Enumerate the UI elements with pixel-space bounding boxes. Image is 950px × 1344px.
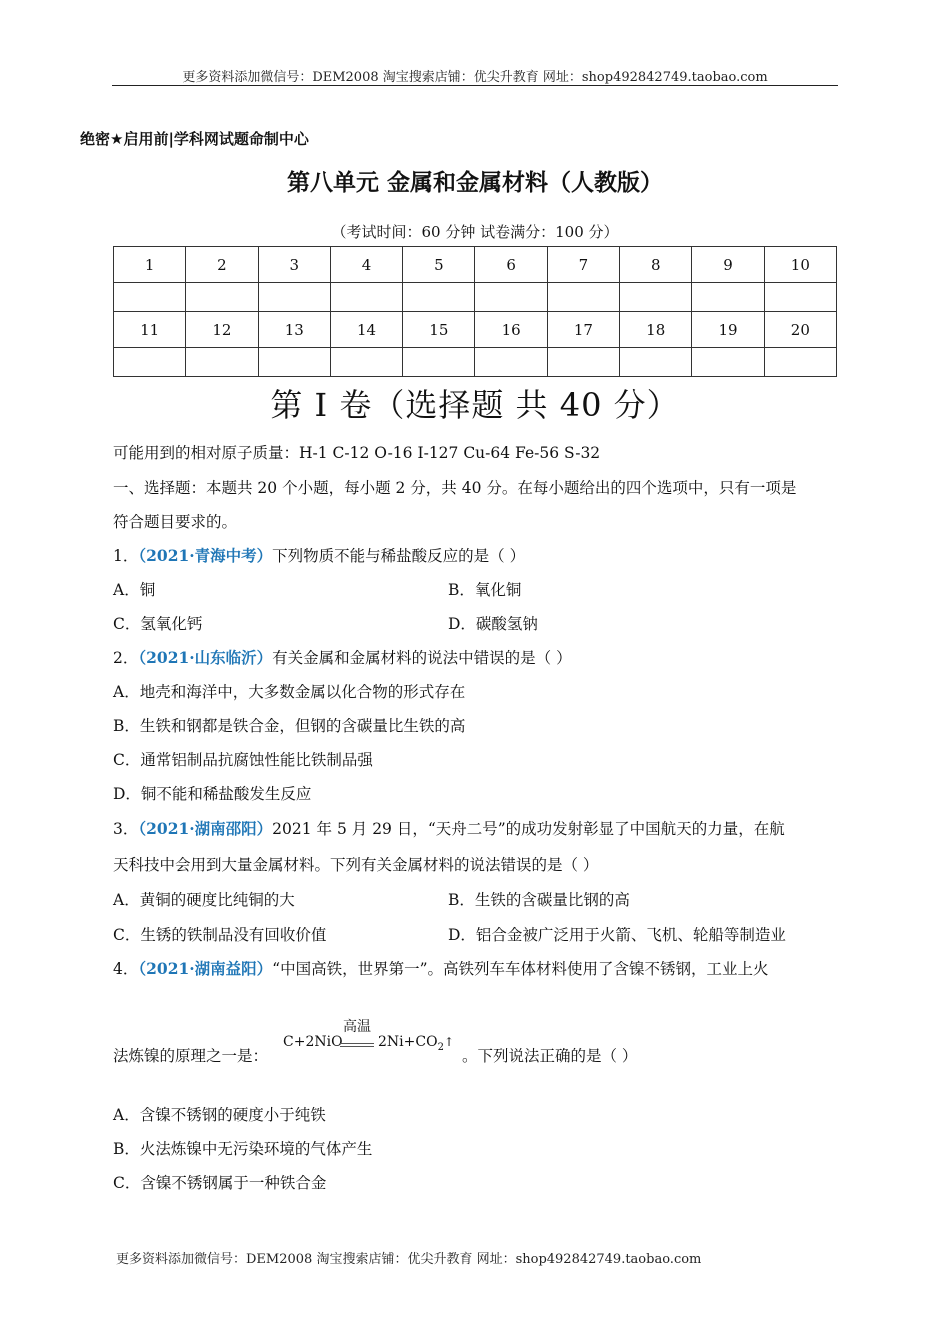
answer-cell	[114, 283, 186, 312]
question-3-stem	[113, 817, 785, 839]
answer-number: 19	[692, 312, 764, 348]
answer-cell	[330, 348, 402, 377]
equation-reactants: C+2NiO	[283, 1034, 343, 1050]
question-number: 2．	[113, 649, 139, 667]
answer-cell	[692, 283, 764, 312]
answer-number: 18	[620, 312, 692, 348]
answer-number: 12	[186, 312, 258, 348]
answer-grid-number-row	[114, 247, 837, 283]
instructions-line: 符合题目要求的。	[113, 513, 238, 531]
option-a: A．黄铜的硬度比纯铜的大	[113, 891, 295, 909]
header-divider	[112, 85, 838, 86]
option-a: A．含镍不锈钢的硬度小于纯铁	[113, 1106, 326, 1124]
answer-number: 11	[114, 312, 186, 348]
answer-number: 3	[258, 247, 330, 283]
answer-cell	[258, 348, 330, 377]
answer-cell	[475, 283, 547, 312]
answer-number: 9	[692, 247, 764, 283]
question-3-stem-line2: 天科技中会用到大量金属材料。下列有关金属材料的说法错误的是（ ）	[113, 856, 599, 874]
question-text: 2021 年 5 月 29 日，“天舟二号”的成功发射彰显了中国航天的力量，在航	[272, 820, 785, 838]
option-b: B．生铁和钢都是铁合金，但钢的含碳量比生铁的高	[113, 717, 466, 735]
answer-number: 10	[764, 247, 836, 283]
answer-cell	[620, 283, 692, 312]
chemical-equation	[283, 1016, 463, 1060]
answer-cell	[258, 283, 330, 312]
option-c: C．含镍不锈钢属于一种铁合金	[113, 1174, 327, 1192]
option-a: A．铜	[113, 581, 156, 599]
page-footer: 更多资料添加微信号：DEM2008 淘宝搜索店铺：优尖升教育 网址：shop492842749.taobao.com	[116, 1252, 702, 1267]
answer-number: 14	[330, 312, 402, 348]
answer-grid	[113, 246, 837, 377]
instructions-line: 一、选择题：本题共 20 个小题，每小题 2 分，共 40 分。在每小题给出的四个选项中，只有一项是	[113, 479, 797, 497]
answer-number: 17	[547, 312, 619, 348]
answer-cell	[547, 348, 619, 377]
answer-number: 15	[403, 312, 475, 348]
confidential-label: 绝密★启用前|学科网试题命制中心	[80, 130, 309, 148]
answer-cell	[764, 283, 836, 312]
answer-number: 16	[475, 312, 547, 348]
question-number: 1．	[113, 547, 139, 565]
answer-cell	[764, 348, 836, 377]
question-4-stem-line2-suffix: 。下列说法正确的是（ ）	[462, 1047, 638, 1065]
reaction-condition: 高温	[343, 1019, 371, 1035]
question-text: 下列物质不能与稀盐酸反应的是（ ）	[272, 547, 526, 565]
question-4-stem	[113, 957, 769, 979]
answer-number: 5	[403, 247, 475, 283]
question-number: 4．	[113, 960, 139, 978]
answer-cell	[186, 348, 258, 377]
question-source: （2021·湖南邵阳）	[138, 819, 273, 838]
question-source: （2021·山东临沂）	[138, 648, 273, 667]
question-number: 3．	[113, 820, 139, 838]
gas-arrow-icon: ↑	[443, 1035, 454, 1049]
answer-number: 2	[186, 247, 258, 283]
equation-bar	[340, 1046, 374, 1047]
option-b: B．火法炼镍中无污染环境的气体产生	[113, 1140, 373, 1158]
question-source: （2021·湖南益阳）	[138, 959, 273, 978]
answer-number: 8	[620, 247, 692, 283]
answer-cell	[692, 348, 764, 377]
answer-number: 6	[475, 247, 547, 283]
question-text: 有关金属和金属材料的说法中错误的是（ ）	[272, 649, 572, 667]
question-1-stem	[113, 544, 525, 566]
option-d: D．铝合金被广泛用于火箭、飞机、轮船等制造业	[448, 926, 786, 944]
option-b: B．生铁的含碳量比钢的高	[448, 891, 630, 909]
option-c: C．氢氧化钙	[113, 615, 203, 633]
answer-cell	[475, 348, 547, 377]
option-c: C．通常铝制品抗腐蚀性能比铁制品强	[113, 751, 373, 769]
question-text: “中国高铁，世界第一”。高铁列车车体材料使用了含镍不锈钢，工业上火	[272, 960, 769, 978]
answer-cell	[403, 283, 475, 312]
option-c: C．生锈的铁制品没有回收价值	[113, 926, 327, 944]
option-d: D．铜不能和稀盐酸发生反应	[113, 785, 312, 803]
answer-cell	[403, 348, 475, 377]
question-2-stem	[113, 646, 572, 668]
answer-grid-blank-row	[114, 348, 837, 377]
atomic-masses: 可能用到的相对原子质量：H-1 C-12 O-16 I-127 Cu-64 Fe-56 S-32	[113, 444, 601, 462]
option-b: B．氧化铜	[448, 581, 522, 599]
answer-cell	[330, 283, 402, 312]
answer-grid-number-row	[114, 312, 837, 348]
equation-products: $2Ni+CO_2↑$	[378, 1034, 454, 1053]
answer-grid-blank-row	[114, 283, 837, 312]
answer-cell	[114, 348, 186, 377]
answer-number: 20	[764, 312, 836, 348]
answer-cell	[547, 283, 619, 312]
answer-number: 4	[330, 247, 402, 283]
option-a: A．地壳和海洋中，大多数金属以化合物的形式存在	[113, 683, 466, 701]
question-4-stem-line2-prefix: 法炼镍的原理之一是：	[113, 1047, 269, 1065]
exam-title: 第八单元 金属和金属材料（人教版）	[286, 170, 663, 196]
answer-cell	[620, 348, 692, 377]
question-source: （2021·青海中考）	[138, 546, 273, 565]
answer-number: 1	[114, 247, 186, 283]
section-title: 第 I 卷（选择题 共 40 分）	[270, 386, 680, 424]
page-header: 更多资料添加微信号：DEM2008 淘宝搜索店铺：优尖升教育 网址：shop492842749.taobao.com	[182, 70, 768, 85]
exam-info: （考试时间：60 分钟 试卷满分：100 分）	[331, 223, 619, 241]
answer-number: 13	[258, 312, 330, 348]
answer-number: 7	[547, 247, 619, 283]
option-d: D．碳酸氢钠	[448, 615, 538, 633]
answer-cell	[186, 283, 258, 312]
equation-bar	[340, 1043, 374, 1044]
